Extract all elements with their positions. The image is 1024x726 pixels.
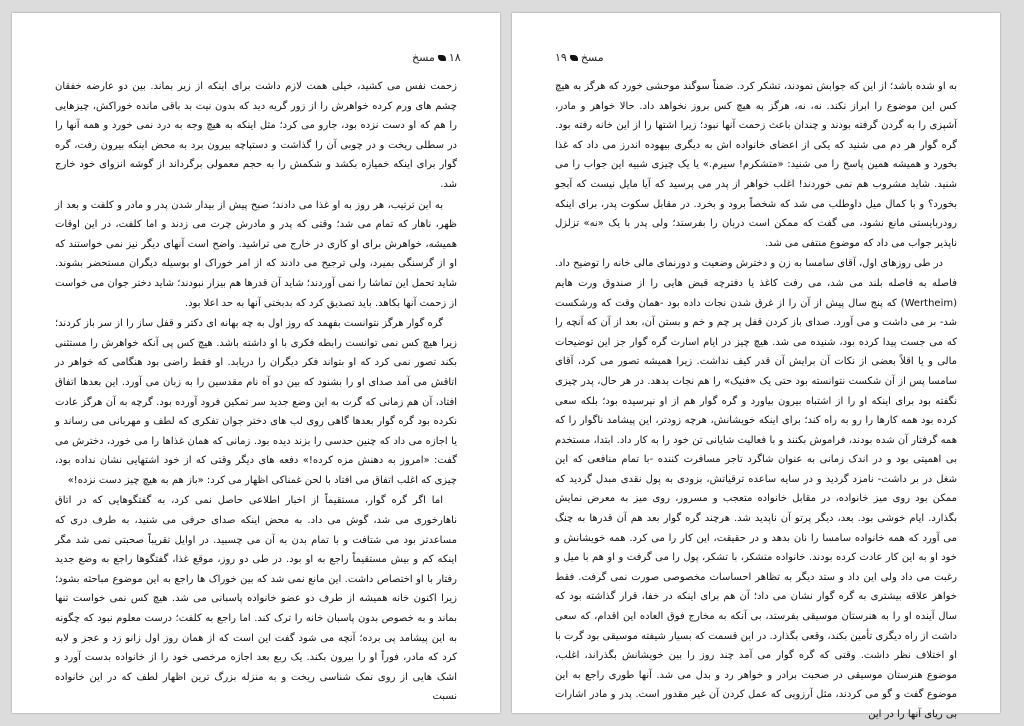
running-title: مسخ	[580, 51, 604, 64]
page-number: ۱۹	[555, 51, 567, 64]
page-body-text	[55, 77, 457, 708]
paragraph: در طی روزهای اول، آقای سامسا به زن و دخترش وضعیت و دورنمای مالی خانه را توضیح داد. فاصله به فاصله بلند می شد، می رفت کاغذ یا دفترچه قبض هایی را از صندوق ورت هایم (Wertheim) که پنج سال پیش از آن را از غرق شدن نجات داده بود -همان وقت که ورشکست شد- بر می داشت و می آورد. صدای باز کردن قفل پر چم و خم و بستن آن، بعد از آن که آنچه را که می جست پیدا کرده بود، شنیده می شد. هیچ چیز در ایام اسارت گره گوار جز این توضیحات مالی و یا اقلاً بعضی از نکات آن برایش آن قدر کیف نداشت. زیرا همیشه تصور می کرد، آقای سامسا پس از آن شکست نتوانسته بود حتی یک «فنیک» را هم نجات بدهد. در هر حال، پدر چیزی نگفته بود برای اینکه او را از اشتباه بیرون بیاورد و گره گوار هم از او نپرسیده بود؛ بلکه سعی کرده بود همه کارها را رو به راه کند؛ برای اینکه خویشانش، هرچه زودتر، این پیشامد ناگوار را که همه گرفتار آن شده بودند، فراموش بکنند و با فعالیت شایانی تن خود را به کار داد. ابتدا، مستخدم بی اهمیتی بود و در اندک زمانی به عنوان شاگرد تاجر مسافرت کننده -با تمام منافعی که این شغل در بر داشت- نامزد گردید و در سایه ساعده ترقیاتش، بزودی به پول نقدی مبدل گردید که ممکن بود روی میز خانواده، در مقابل خانواده متعجب و مسرور، روی میز به معرض نمایش بگذارد. ایام خوشی بود. بعد، دیگر پرتو آن ناپدید شد. هرچند گره گوار بعد هم آن قدرها به چنگ می آورد که همه خانواده سامسا را نان بدهد و در حقیقت، این کار را می کرد. همه خویشانش و خود او به این کار عادت کرده بودند. خانواده متشکر، با تشکر، پول را می گرفت و او هم با میل و رغبت می داد ولی این داد و ستد دیگر به تظاهر احساسات مخصوصی صورت نمی گرفت. فقط خواهر علاقه بیشتری به گره گوار نشان می داد؛ آن هم برای اینکه در خفا، قرار گذاشته بود که سال آینده او را به هنرستان موسیقی بفرستد، بی آنکه به مخارج فوق العاده این اقدام، که سعی داشت از راه دیگری تأمین بکند، وقعی بگذارد. در این قسمت که بسیار شیفته موسیقی بود گرت با او اختلاف نظر داشت. وقتی که گره گوار می آمد چند روز را بین خویشانش بگذراند، اغلب، موضوع هنرستان موسیقی در صحبت برادر و خواهر رد و بدل می شد. آنها طوری راجع به این موضوع گفت و گو می کردند، مثل آرزویی که عمل کردن آن غیر مقدور است. پدر و مادر اشارات بی ریای آنها را در این	[555, 258, 957, 720]
page-header	[555, 51, 604, 64]
paragraph: زحمت نفس می کشید، خیلی همت لازم داشت برای اینکه از زیر بماند. بین دو عارضه خفقان چشم های ورم کرده خواهرش را از زور گریه دید که بدون نیت بد باقی مانده خوراکش، چیزهایی را هم که او دست نزده بود، جارو می کرد؛ مثل اینکه به هیچ وجه به درد نمی خورد و همه آنها را در سطلی ریخت و در چوبی آن را گذاشت و دستپاچه بیرون برد به محض اینکه بیرون رفت، گره گوار برای اینکه خمیازه بکشد و شکمش را به حجم معمولی برگرداند از گوشه انزوای خود خارج شد.	[55, 81, 457, 190]
paragraph: به او شده باشد؛ از این که جوابش نمودند، تشکر کرد. ضمناً سوگند موحشی خورد که هرگز به هیچ کس این موضوع را ابراز نکند. نه، نه، هرگز به هیچ کس بروز نخواهد داد. حالا خواهر و مادر، آشپزی را به گردن گرفته بودند و چندان باعث زحمت آنها نبود؛ زیرا اشتها را از این خانه رفته بود. گره گوار هر دم می شنید که یکی از اعضای خانواده اش به دیگری بیهوده اندرز می داد که غذا بخورد و همیشه همین پاسخ را می شنید: «متشکرم! سیرم.» یا یک چیزی شبیه این جواب را می شنید. شاید مشروب هم نمی خوردند! اغلب خواهر از پدر می پرسید که آیا مایل نیست که آبجو بخورد؟ و با کمال میل داوطلب می شد که شخصاً برود و بخرد. در مقابل سکوت پدر، برای اینکه رودربایستی مانع نشود، می گفت که ممکن است دربان را بفرستد؛ ولی پدر با یک «نه» تزلزل ناپذیر جواب می داد که موضوع منتفی می شد.	[555, 81, 957, 249]
paragraph: به این ترتیب، هر روز به او غذا می دادند؛ صبح پیش از بیدار شدن پدر و مادر و کلفت و بعد از ظهر، ناهار که تمام می شد؛ وقتی که پدر و مادرش چرت می زدند و اما کلفت، در این اوقات همیشه، خواهرش برای او کاری در خارج می تراشید. واضح است آنهای دیگر نیز نمی خواستند که او از گرسنگی بمیرد، ولی ترجیح می دادند که از امر خوراک او بوسیله دیگران مستحضر بشوند. شاید تحمل این تماشا را نمی آوردند؛ شاید آن قدرها هم بیزار نبودند؛ شاید دختر جوان می خواست از زحمت آنها بکاهد. باید تصدیق کرد که بدبختی آنها به حد اعلا بود.	[55, 199, 457, 309]
paragraph: اما اگر گره گوار، مستقیماً از اخبار اطلاعی حاصل نمی کرد، به گفتگوهایی که در اتاق ناهارخوری می شد، گوش می داد. به محض اینکه صدای حرفی می شنید، به طرف دری که مساعدتر بود می شتافت و با تمام بدن به آن می چسبید. در اوایل تقریباً صحبتی نمی شد مگر اینکه کم و بیش مستقیماً راجع به او بود. در طی دو روز، موقع غذا، گفتگوها راجع به وضع جدید رفتار با او اختصاص داشت. این مانع نمی شد که بین خوراک ها راجع به این موضوع مباحثه بشود؛ زیرا اکنون خانه همیشه از طرف دو عضو خانواده پاسبانی می شد. هیچ کس نمی خواست تنها بماند و به خصوص بدون پاسبان خانه را ترک کند. اما راجع به کلفت؛ درست معلوم نبود که چگونه به این پیشامد پی برده؛ آنچه می شود گفت این است که از همان روز اول زانو زد و عجز و لابه کرد که مادر، فوراً او را بیرون بکند. یک ربع بعد اجازه مرخصی خود را از خانواده بدست آورد و اشک هایی از روی نمک شناسی ریخت و به منزله بزرگ ترین اظهار لطف که در این خانواده نسبت	[55, 495, 457, 703]
paragraph: گره گوار هرگز نتوانست بفهمد که روز اول به چه بهانه ای دکتر و قفل ساز را از سر باز کردند؛ زیرا هیچ کس نمی توانست رابطه فکری با او داشته باشد. هیچ کس پی آنکه خواهرش را مستثنی بکند تصور نمی کرد که او بتواند فکر دیگران را دریابد. او فقط راضی بود هنگامی که خواهر در اتاقش می آمد صدای او را بشنود که بین دو آه نام مقدسین را به زبان می آورد. این بعدها اتفاق افتاد، آن هم زمانی که گرت به این وضع جدید سر تمکین فرود آورده بود. گرچه به آن هرگز عادت نکرده بود گره گوار بعدها گاهی روی لب های دختر جوان تفکری که لطف و مهربانی می رساند و یا اجازه می داد که چنین حدسی را بزند دیده بود. زمانی که همان غذاها را می خورد، دخترش می گفت: «امروز به دهنش مزه کرده!» دفعه های دیگر وقتی که از خود اشتهایی نشان نداده بود، چیزی که اغلب اتفاق می افتاد با لحن غمناکی اظهار می کرد: «باز هم به هیچ چیز دست نزده!»	[55, 318, 457, 486]
header-ornament-icon	[570, 55, 578, 61]
page-left	[12, 13, 500, 713]
running-title: مسخ	[412, 51, 435, 64]
page-body-text	[555, 77, 957, 726]
header-ornament-icon	[438, 55, 446, 61]
page-number: ۱۸	[448, 51, 461, 64]
page-right	[512, 13, 1000, 720]
page-header	[412, 51, 461, 64]
